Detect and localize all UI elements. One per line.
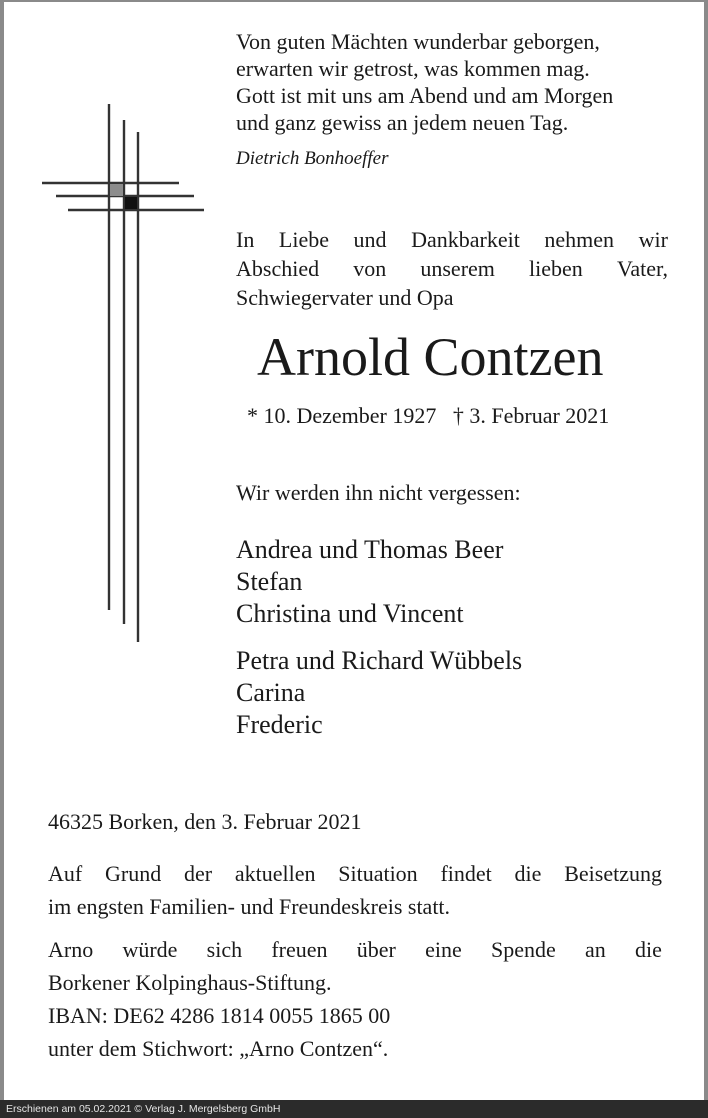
- poem-line: Gott ist mit uns am Abend und am Morgen: [236, 83, 614, 108]
- word: über: [356, 937, 396, 962]
- word: und: [353, 227, 387, 252]
- word: Abschied: [236, 256, 320, 281]
- donation-keyword: unter dem Stichwort: „Arno Contzen“.: [48, 1036, 389, 1061]
- life-dates: [247, 403, 609, 429]
- poem: [236, 28, 613, 136]
- word: Arno: [48, 937, 94, 962]
- burial-notice: [48, 857, 662, 923]
- word: an: [585, 937, 606, 962]
- donation-line-1: [48, 933, 662, 966]
- donation-notice: [48, 933, 662, 1065]
- word: Vater,: [616, 256, 668, 281]
- word: von: [353, 256, 387, 281]
- family-group-2: [236, 645, 522, 741]
- family-member: Petra und Richard Wübbels: [236, 646, 523, 675]
- family-member: Christina und Vincent: [236, 599, 464, 628]
- word: nehmen: [544, 227, 615, 252]
- birth-date: * 10. Dezember 1927: [247, 403, 437, 428]
- word: lieben: [529, 256, 583, 281]
- family-member: Andrea und Thomas Beer: [236, 535, 504, 564]
- poem-line: erwarten wir getrost, was kommen mag.: [236, 56, 590, 81]
- poem-author: Dietrich Bonhoeffer: [236, 148, 389, 169]
- word: In: [236, 227, 255, 252]
- word: Spende: [491, 937, 556, 962]
- word: Auf: [48, 861, 83, 886]
- family-member: Carina: [236, 678, 306, 707]
- word: aktuellen: [234, 861, 316, 886]
- notice-line-2: im engsten Familien- und Freundeskreis statt.: [48, 894, 451, 919]
- family-member: Stefan: [236, 567, 303, 596]
- word: Beisetzung: [564, 861, 662, 886]
- word: freuen: [271, 937, 328, 962]
- poem-line: und ganz gewiss an jedem neuen Tag.: [236, 110, 569, 135]
- intro-line-3: Schwiegervater und Opa: [236, 285, 454, 310]
- remember-text: Wir werden ihn nicht vergessen:: [236, 480, 521, 505]
- word: würde: [122, 937, 178, 962]
- intro-line-1: [236, 225, 668, 254]
- family-member: Frederic: [236, 710, 323, 739]
- word: der: [183, 861, 213, 886]
- word: findet: [440, 861, 492, 886]
- iban: IBAN: DE62 4286 1814 0055 1865 00: [48, 1003, 391, 1028]
- deceased-name: Arnold Contzen: [257, 327, 604, 387]
- notice-line-1: [48, 857, 662, 890]
- word: sich: [206, 937, 243, 962]
- family-group-1: [236, 534, 503, 630]
- word: Liebe: [278, 227, 329, 252]
- place-date: 46325 Borken, den 3. Februar 2021: [48, 809, 362, 834]
- death-date: † 3. Februar 2021: [452, 403, 610, 428]
- poem-line: Von guten Mächten wunderbar geborgen,: [236, 29, 600, 54]
- word: die: [514, 861, 542, 886]
- word: eine: [425, 937, 462, 962]
- word: wir: [638, 227, 668, 252]
- word: die: [635, 937, 662, 962]
- word: Dankbarkeit: [411, 227, 520, 252]
- word: Grund: [104, 861, 162, 886]
- intro-line-2: [236, 254, 668, 283]
- word: unserem: [420, 256, 495, 281]
- donation-line-2: Borkener Kolpinghaus-Stiftung.: [48, 970, 332, 995]
- publication-footer: Erschienen am 05.02.2021 © Verlag J. Mergelsberg GmbH: [0, 1100, 708, 1118]
- word: Situation: [338, 861, 418, 886]
- intro-text: [236, 225, 668, 312]
